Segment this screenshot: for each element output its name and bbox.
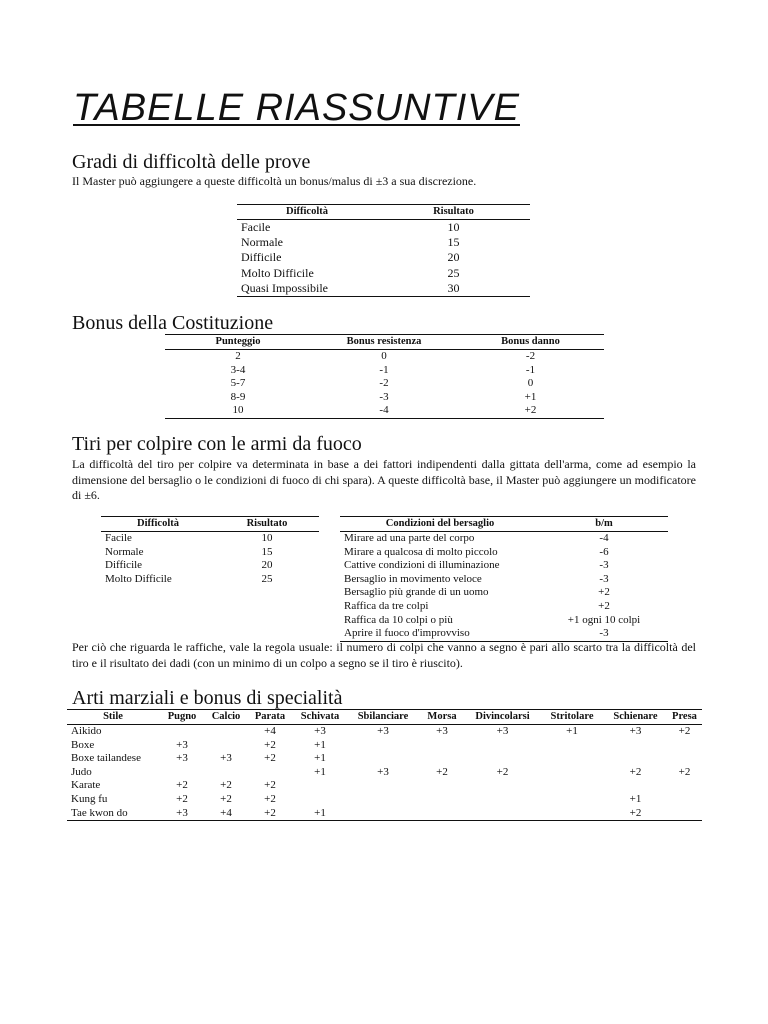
cell: +2 — [457, 404, 604, 418]
table-condizioni-bersaglio — [340, 516, 668, 642]
cell: +1 — [293, 807, 347, 821]
cell: +1 — [314, 752, 326, 765]
table-header: Difficoltà — [101, 517, 215, 532]
table-row — [165, 404, 604, 418]
cell: +4 — [205, 807, 247, 821]
table-row — [67, 752, 702, 766]
table-row — [340, 614, 668, 628]
cell — [419, 807, 465, 821]
cell: +3 — [436, 725, 448, 737]
cell: Facile — [105, 532, 132, 544]
cell: -4 — [311, 404, 457, 418]
cell: 15 — [447, 235, 460, 250]
cell: +1 — [566, 725, 578, 737]
cell: +3 — [176, 752, 188, 765]
cell: +2 — [604, 807, 667, 821]
table-header: Bonus resistenza — [311, 335, 457, 350]
cell — [247, 766, 293, 780]
cell: +4 — [264, 725, 276, 737]
table-row — [165, 364, 604, 378]
cell: +2 — [264, 779, 276, 792]
cell: +2 — [247, 807, 293, 821]
cell — [667, 779, 702, 793]
cell: -2 — [379, 377, 389, 390]
table-row — [340, 600, 668, 614]
cell: 25 — [447, 265, 460, 280]
cell: +3 — [496, 725, 509, 737]
cell: Judo — [71, 765, 92, 778]
cell: Mirare a qualcosa di molto piccolo — [344, 545, 498, 558]
cell — [205, 739, 247, 753]
cell: Bersaglio più grande di un uomo — [344, 586, 489, 599]
cell: +2 — [496, 765, 509, 778]
cell: 30 — [377, 281, 530, 297]
cell: +1 — [314, 765, 326, 778]
cell: +2 — [598, 599, 610, 612]
cell: +2 — [220, 779, 232, 792]
cell: Difficile — [241, 250, 282, 265]
cell: +3 — [176, 738, 188, 751]
cell — [205, 766, 247, 780]
cell — [347, 779, 419, 793]
cell: 25 — [261, 572, 273, 585]
cell: Cattive condizioni di illuminazione — [344, 559, 500, 572]
table-row — [67, 725, 702, 739]
section-title-costituzione: Bonus della Costituzione — [72, 312, 274, 334]
cell: +1 ogni 10 colpi — [567, 613, 641, 626]
cell — [347, 752, 419, 766]
cell: +2 — [598, 586, 610, 599]
cell — [604, 779, 667, 793]
cell — [159, 725, 205, 739]
cell — [419, 779, 465, 793]
table-row — [165, 377, 604, 391]
cell — [540, 779, 604, 793]
cell: +1 — [314, 738, 326, 751]
table-header: Parata — [247, 710, 293, 725]
cell — [540, 739, 604, 753]
table-row — [101, 532, 319, 546]
cell: +1 — [629, 792, 642, 805]
cell: +2 — [264, 738, 276, 751]
cell — [540, 793, 604, 807]
cell — [667, 739, 702, 753]
table-row — [67, 807, 702, 821]
cell: -6 — [599, 545, 609, 558]
cell: Difficile — [105, 559, 143, 572]
cell — [465, 779, 540, 793]
table-row — [101, 573, 319, 587]
cell: -4 — [599, 532, 609, 544]
table-row — [67, 793, 702, 807]
cell: 3-4 — [230, 363, 246, 376]
table-header: b/m — [540, 517, 668, 532]
page-title: TABELLE RIASSUNTIVE — [73, 87, 520, 129]
table-row — [101, 559, 319, 573]
table-row — [67, 766, 702, 780]
cell: 10 — [447, 220, 460, 234]
cell — [419, 739, 465, 753]
cell: Karate — [71, 779, 101, 792]
table-row — [237, 281, 530, 297]
table-header: Divincolarsi — [465, 710, 540, 725]
cell: 20 — [447, 250, 460, 265]
table-row — [101, 546, 319, 560]
cell: +2 — [678, 725, 691, 737]
table-header: Difficoltà — [237, 205, 377, 220]
cell: Normale — [105, 545, 144, 558]
cell: +3 — [377, 765, 389, 778]
gradi-intro: Il Master può aggiungere a queste difficoltà un bonus/malus di ±3 a sua discrezione. — [72, 174, 477, 188]
cell: 8-9 — [230, 390, 246, 403]
cell: +2 — [176, 779, 188, 792]
table-row — [165, 350, 604, 364]
table-header: Calcio — [205, 710, 247, 725]
table-gradi-difficolta — [237, 204, 530, 297]
table-header: Bonus danno — [457, 335, 604, 350]
cell — [604, 739, 667, 753]
section-title-arti-marziali: Arti marziali e bonus di specialità — [72, 687, 343, 709]
armi-fuoco-intro: La difficoltà del tiro per colpire va determinata in base a dei fattori indipendenti dalla gittata dell'arma, come ad esempio la dimensione del bersaglio o le condizioni di fuoco di chi spara). A queste difficoltà base, il Master può aggiungere un modificatore di ±6. — [72, 457, 696, 502]
armi-fuoco-outro: Per ciò che riguarda le raffiche, vale la regola usuale: il numero di colpi che vanno a segno è pari allo scarto tra la difficoltà del tiro e il risultato dei dadi (con un minimo di un colpo a segno se il tiro è riuscito). — [72, 640, 696, 670]
cell — [419, 793, 465, 807]
cell: +3 — [377, 725, 389, 737]
cell: Boxe — [71, 738, 95, 751]
table-header: Sbilanciare — [347, 710, 419, 725]
table-costituzione — [165, 334, 604, 419]
table-header: Schivata — [293, 710, 347, 725]
cell — [667, 793, 702, 807]
table-header: Pugno — [159, 710, 205, 725]
cell: 20 — [261, 559, 273, 572]
cell: 5-7 — [230, 377, 246, 390]
cell — [293, 779, 347, 793]
cell — [293, 793, 347, 807]
cell: 15 — [261, 545, 273, 558]
cell — [347, 739, 419, 753]
cell: Raffica da tre colpi — [344, 599, 429, 612]
table-row — [237, 220, 530, 236]
cell: +3 — [220, 752, 232, 765]
cell: +3 — [159, 807, 205, 821]
table-row — [67, 779, 702, 793]
cell — [347, 793, 419, 807]
table-header: Risultato — [377, 205, 530, 220]
cell: +2 — [176, 792, 188, 805]
cell: Bersaglio in movimento veloce — [344, 572, 482, 585]
cell: +2 — [678, 765, 691, 778]
cell — [604, 752, 667, 766]
cell: Molto Difficile — [241, 265, 314, 280]
cell — [465, 739, 540, 753]
table-header: Stritolare — [540, 710, 604, 725]
cell: -3 — [599, 572, 609, 585]
table-header: Schienare — [604, 710, 667, 725]
cell — [419, 752, 465, 766]
cell — [347, 807, 419, 821]
cell: +2 — [264, 792, 276, 805]
cell: -3 — [540, 627, 668, 641]
table-arti-marziali — [67, 709, 702, 821]
table-row — [237, 250, 530, 265]
table-header: Presa — [667, 710, 702, 725]
cell: Boxe tailandese — [71, 752, 141, 765]
cell: Normale — [241, 235, 283, 250]
table-row — [340, 559, 668, 573]
table-row — [67, 739, 702, 753]
cell: Molto Difficile — [105, 572, 172, 585]
cell — [205, 725, 247, 739]
cell: +2 — [220, 792, 232, 805]
cell: Aprire il fuoco d'improvviso — [340, 627, 540, 641]
cell: -3 — [379, 390, 389, 403]
table-header: Risultato — [215, 517, 319, 532]
cell: -1 — [379, 363, 389, 376]
table-header: Punteggio — [165, 335, 311, 350]
cell — [667, 807, 702, 821]
cell — [667, 752, 702, 766]
cell: 0 — [527, 377, 534, 390]
cell: -2 — [525, 350, 536, 362]
cell: -1 — [525, 363, 536, 376]
cell — [465, 793, 540, 807]
cell: +1 — [524, 390, 537, 403]
cell: Raffica da 10 colpi o più — [344, 613, 453, 626]
cell — [540, 807, 604, 821]
table-armi-difficolta — [101, 516, 319, 586]
section-title-armi-fuoco: Tiri per colpire con le armi da fuoco — [72, 433, 362, 455]
table-row — [340, 586, 668, 600]
cell: Tae kwon do — [67, 807, 159, 821]
cell: Mirare ad una parte del corpo — [344, 532, 475, 544]
cell — [465, 752, 540, 766]
cell: -3 — [599, 559, 609, 572]
table-header: Condizioni del bersaglio — [340, 517, 540, 532]
cell — [540, 752, 604, 766]
cell: +3 — [314, 725, 326, 737]
cell: 10 — [261, 532, 273, 544]
cell: 0 — [381, 350, 387, 362]
cell: Aikido — [71, 725, 102, 737]
cell: +2 — [629, 765, 642, 778]
cell: +2 — [264, 752, 276, 765]
cell: +3 — [629, 725, 642, 737]
table-row — [340, 573, 668, 587]
cell — [540, 766, 604, 780]
cell: 2 — [235, 350, 241, 362]
table-row — [237, 235, 530, 250]
table-header: Stile — [67, 710, 159, 725]
cell — [159, 766, 205, 780]
cell: Quasi Impossibile — [237, 281, 377, 297]
cell: Kung fu — [71, 792, 108, 805]
cell: Facile — [241, 220, 271, 234]
section-title-gradi: Gradi di difficoltà delle prove — [72, 151, 311, 173]
cell — [465, 807, 540, 821]
cell: 10 — [165, 404, 311, 418]
table-row — [340, 546, 668, 560]
table-row — [340, 532, 668, 546]
table-header: Morsa — [419, 710, 465, 725]
table-row — [237, 266, 530, 281]
table-row — [165, 391, 604, 405]
cell: +2 — [436, 765, 448, 778]
